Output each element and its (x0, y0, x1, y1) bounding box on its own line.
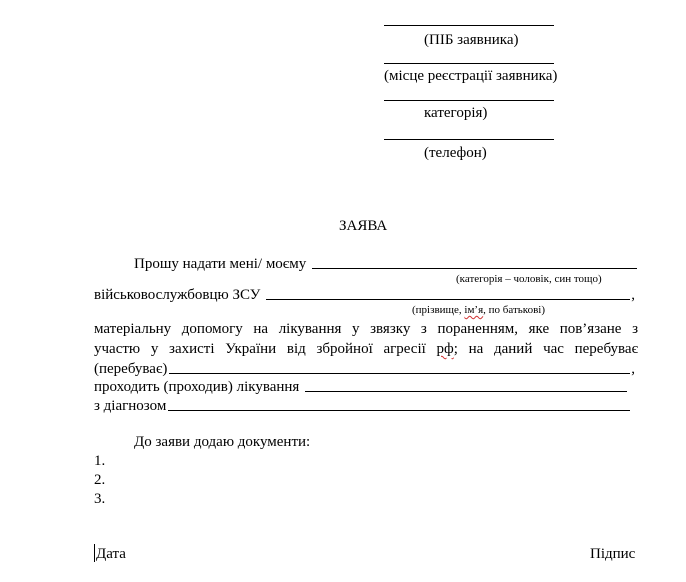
diagnosis-fill-line (168, 410, 630, 411)
serviceman-text: військовослужбовцю ЗСУ (94, 287, 261, 303)
staying-fill-line (169, 373, 630, 374)
category-line (384, 100, 554, 101)
request-text: Прошу надати мені/ моєму (134, 256, 307, 272)
fullname-caption-1: (прізвище, (412, 304, 465, 316)
attachment-item-3: 3. (94, 491, 106, 507)
treatment-text: проходить (проходив) лікування (94, 379, 300, 395)
attachments-heading: До заяви додаю документи: (134, 434, 311, 450)
diagnosis-text: з діагнозом (94, 398, 167, 414)
treatment-fill-line (305, 391, 627, 392)
request-fill-line (312, 268, 637, 269)
fullname-caption-2: ім’я (464, 304, 484, 316)
registration-line (384, 63, 554, 64)
applicant-name-caption: (ПІБ заявника) (424, 32, 519, 48)
date-label: Дата (96, 546, 126, 562)
paragraph-line-3 (94, 360, 635, 378)
rf-word: рф (436, 341, 454, 357)
treatment-row (94, 378, 628, 396)
diagnosis-row (94, 397, 631, 415)
registration-caption: (місце реєстрації заявника) (384, 68, 558, 84)
applicant-name-line (384, 25, 554, 26)
request-row (134, 255, 638, 273)
phone-caption: (телефон) (424, 145, 487, 161)
staying-text: (перебуває) (94, 361, 168, 377)
request-caption: (категорія – чоловік, син тощо) (456, 273, 602, 285)
text-cursor (94, 544, 95, 562)
staying-trailing: , (631, 361, 635, 377)
document-title: ЗАЯВА (339, 218, 388, 234)
paragraph-line-2: участю у захисті України від збройної агресії рф; на даний час перебуває (94, 341, 639, 357)
phone-line (384, 139, 554, 140)
fullname-caption-3: , по батькові) (483, 304, 545, 316)
fullname-caption (412, 304, 545, 317)
serviceman-trailing: , (631, 287, 635, 303)
signature-label: Підпис (590, 546, 636, 562)
serviceman-row (94, 286, 635, 304)
category-caption: категорія) (424, 105, 488, 121)
attachment-item-2: 2. (94, 472, 106, 488)
attachment-item-1: 1. (94, 453, 106, 469)
serviceman-fill-line (266, 299, 630, 300)
paragraph-line-1: матеріальну допомогу на лікування у звязку з пораненням, яке пов’язане з (94, 321, 638, 337)
